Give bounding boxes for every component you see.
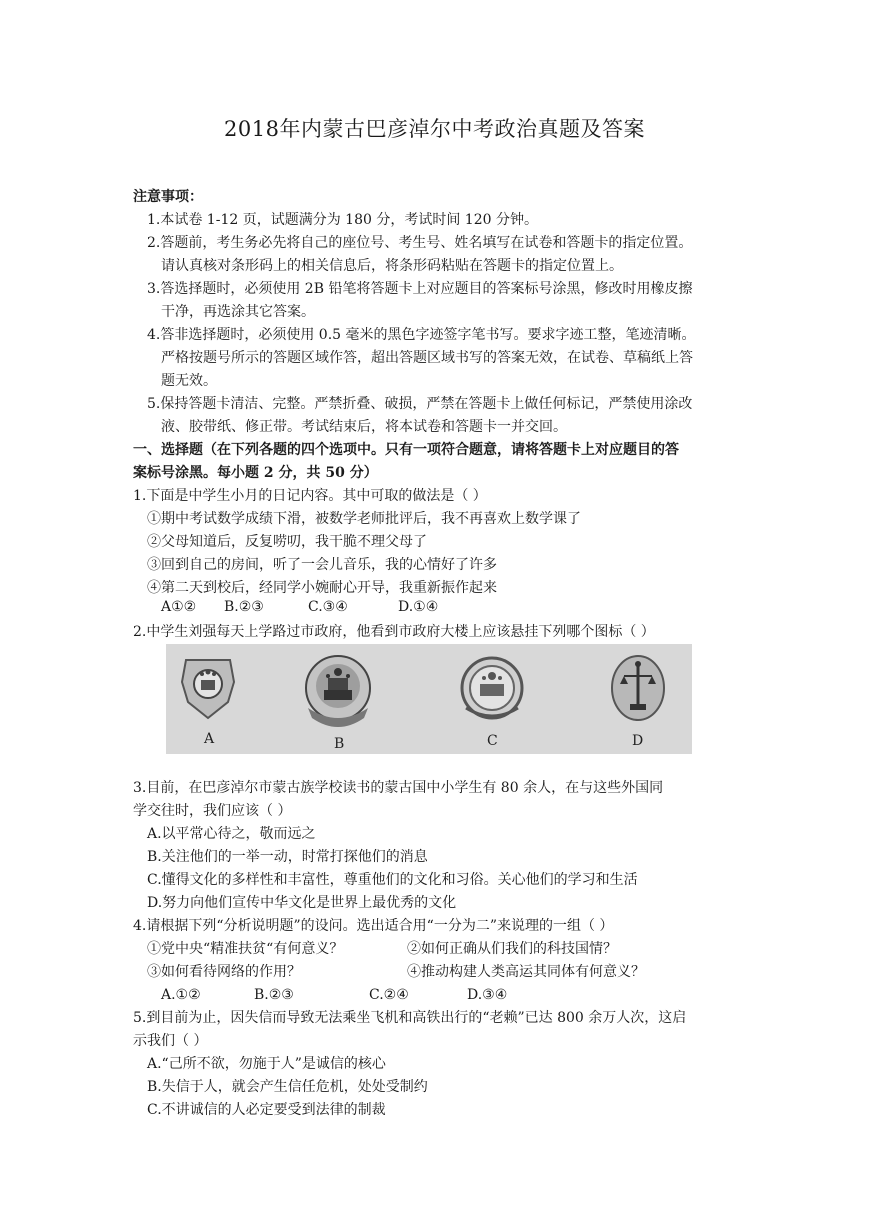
question-4-option-d: D.③④ xyxy=(467,987,508,1003)
notice-item: 4.答非选择题时，必须使用 0.5 毫米的黑色字迹签字笔书写。要求字迹工整，笔迹清晰。 xyxy=(147,327,696,343)
emblem-label-b: B xyxy=(334,736,345,752)
question-3-option-a: A.以平常心待之，敬而远之 xyxy=(147,826,316,842)
notice-item: 干净，再选涂其它答案。 xyxy=(161,304,315,320)
question-4-item: ④推动构建人类高运其同体有何意义？ xyxy=(407,964,645,980)
question-4-item: ②如何正确从们我们的科技国情？ xyxy=(407,941,617,957)
question-1-stem: 1.下面是中学生小月的日记内容。其中可取的做法是（ ） xyxy=(133,488,487,504)
question-1-item: ①期中考试数学成绩下滑，被数学老师批评后，我不再喜欢上数学课了 xyxy=(147,511,581,527)
section-heading-cont: 案标号涂黑。每小题 2 分，共 50 分） xyxy=(133,465,378,481)
question-4-item: ①党中央“精准扶贫“有何意义？ xyxy=(147,941,344,957)
question-4-option-a: A.①② xyxy=(161,987,201,1003)
notice-item: 3.答选择题时，必须使用 2B 铅笔将答题卡上对应题目的答案标号涂黑，修改时用橡皮擦 xyxy=(147,281,693,297)
notice-item: 请认真核对条形码上的相关信息后，将条形码粘贴在答题卡的指定位置上。 xyxy=(161,258,623,274)
question-5-option-a: A.“己所不欲，勿施于人”是诚信的核心 xyxy=(147,1056,386,1072)
question-5-stem: 5.到目前为止，因失信而导致无法乘坐飞机和高铁出行的“老赖”已达 800 余万人次，这启 xyxy=(133,1010,687,1026)
question-1-item: ④第二天到校后，经同学小婉耐心开导，我重新振作起来 xyxy=(147,580,497,596)
section-heading: 一、选择题（在下列各题的四个选项中。只有一项符合题意，请将答题卡上对应题目的答 xyxy=(133,442,679,458)
question-1-item: ③回到自己的房间，听了一会儿音乐，我的心情好了许多 xyxy=(147,557,497,573)
question-3-option-c: C.懂得文化的多样性和丰富性，尊重他们的文化和习俗。关心他们的学习和生活 xyxy=(147,872,638,888)
emblems-image xyxy=(166,644,692,754)
question-5-stem-cont: 示我们（ ） xyxy=(133,1033,208,1049)
notice-item: 2.答题前，考生务必先将自己的座位号、考生号、姓名填写在试卷和答题卡的指定位置。 xyxy=(147,235,693,251)
question-3-option-d: D.努力向他们宣传中华文化是世界上最优秀的文化 xyxy=(147,895,457,911)
notice-item: 1.本试卷 1-12 页，试题满分为 180 分，考试时间 120 分钟。 xyxy=(147,212,538,228)
question-5-option-c: C.不讲诚信的人必定要受到法律的制裁 xyxy=(147,1102,386,1118)
question-3-option-b: B.关注他们的一举一动，时常打探他们的消息 xyxy=(147,849,428,865)
emblem-label-a: A xyxy=(204,731,215,747)
notice-item: 液、胶带纸、修正带。考试结束后，将本试卷和答题卡一并交回。 xyxy=(161,419,567,435)
question-2-stem: 2.中学生刘强每天上学路过市政府，他看到市政府大楼上应该悬挂下列哪个图标（ ） xyxy=(133,624,655,640)
question-1-item: ②父母知道后，反复唠叨，我干脆不理父母了 xyxy=(147,534,427,550)
emblems-figure xyxy=(166,644,692,754)
question-3-stem: 3.目前，在巴彦淖尔市蒙古族学校读书的蒙古国中小学生有 80 余人，在与这些外国同 xyxy=(133,780,664,796)
question-4-stem: 4.请根据下列“分析说明题”的设问。选出适合用“一分为二”来说理的一组（ ） xyxy=(133,918,614,934)
emblem-label-c: C xyxy=(487,733,498,749)
notice-item: 严格按题号所示的答题区域作答，超出答题区域书写的答案无效，在试卷、草稿纸上答 xyxy=(161,350,693,366)
question-4-item: ③如何看待网络的作用？ xyxy=(147,964,301,980)
question-4-option-c: C.②④ xyxy=(369,987,409,1003)
question-1-option-b: B.②③ xyxy=(224,599,264,615)
question-3-stem-cont: 学交往时，我们应该（ ） xyxy=(133,803,292,819)
question-1-option-a: A①② xyxy=(161,599,197,615)
notice-heading: 注意事项： xyxy=(133,189,203,205)
page-title: 2018年内蒙古巴彦淖尔中考政治真题及答案 xyxy=(224,117,645,141)
court-emblem-icon xyxy=(612,656,664,720)
question-4-option-b: B.②③ xyxy=(254,987,294,1003)
national-emblem-icon xyxy=(306,656,370,727)
question-1-option-d: D.①④ xyxy=(398,599,439,615)
emblem-ring-icon xyxy=(462,658,522,718)
emblem-label-d: D xyxy=(632,733,644,749)
question-5-option-b: B.失信于人，就会产生信任危机，处处受制约 xyxy=(147,1079,428,1095)
question-1-option-c: C.③④ xyxy=(308,599,348,615)
notice-item: 题无效。 xyxy=(161,373,217,389)
notice-item: 5.保持答题卡清洁、完整。严禁折叠、破损，严禁在答题卡上做任何标记，严禁使用涂改 xyxy=(147,396,693,412)
